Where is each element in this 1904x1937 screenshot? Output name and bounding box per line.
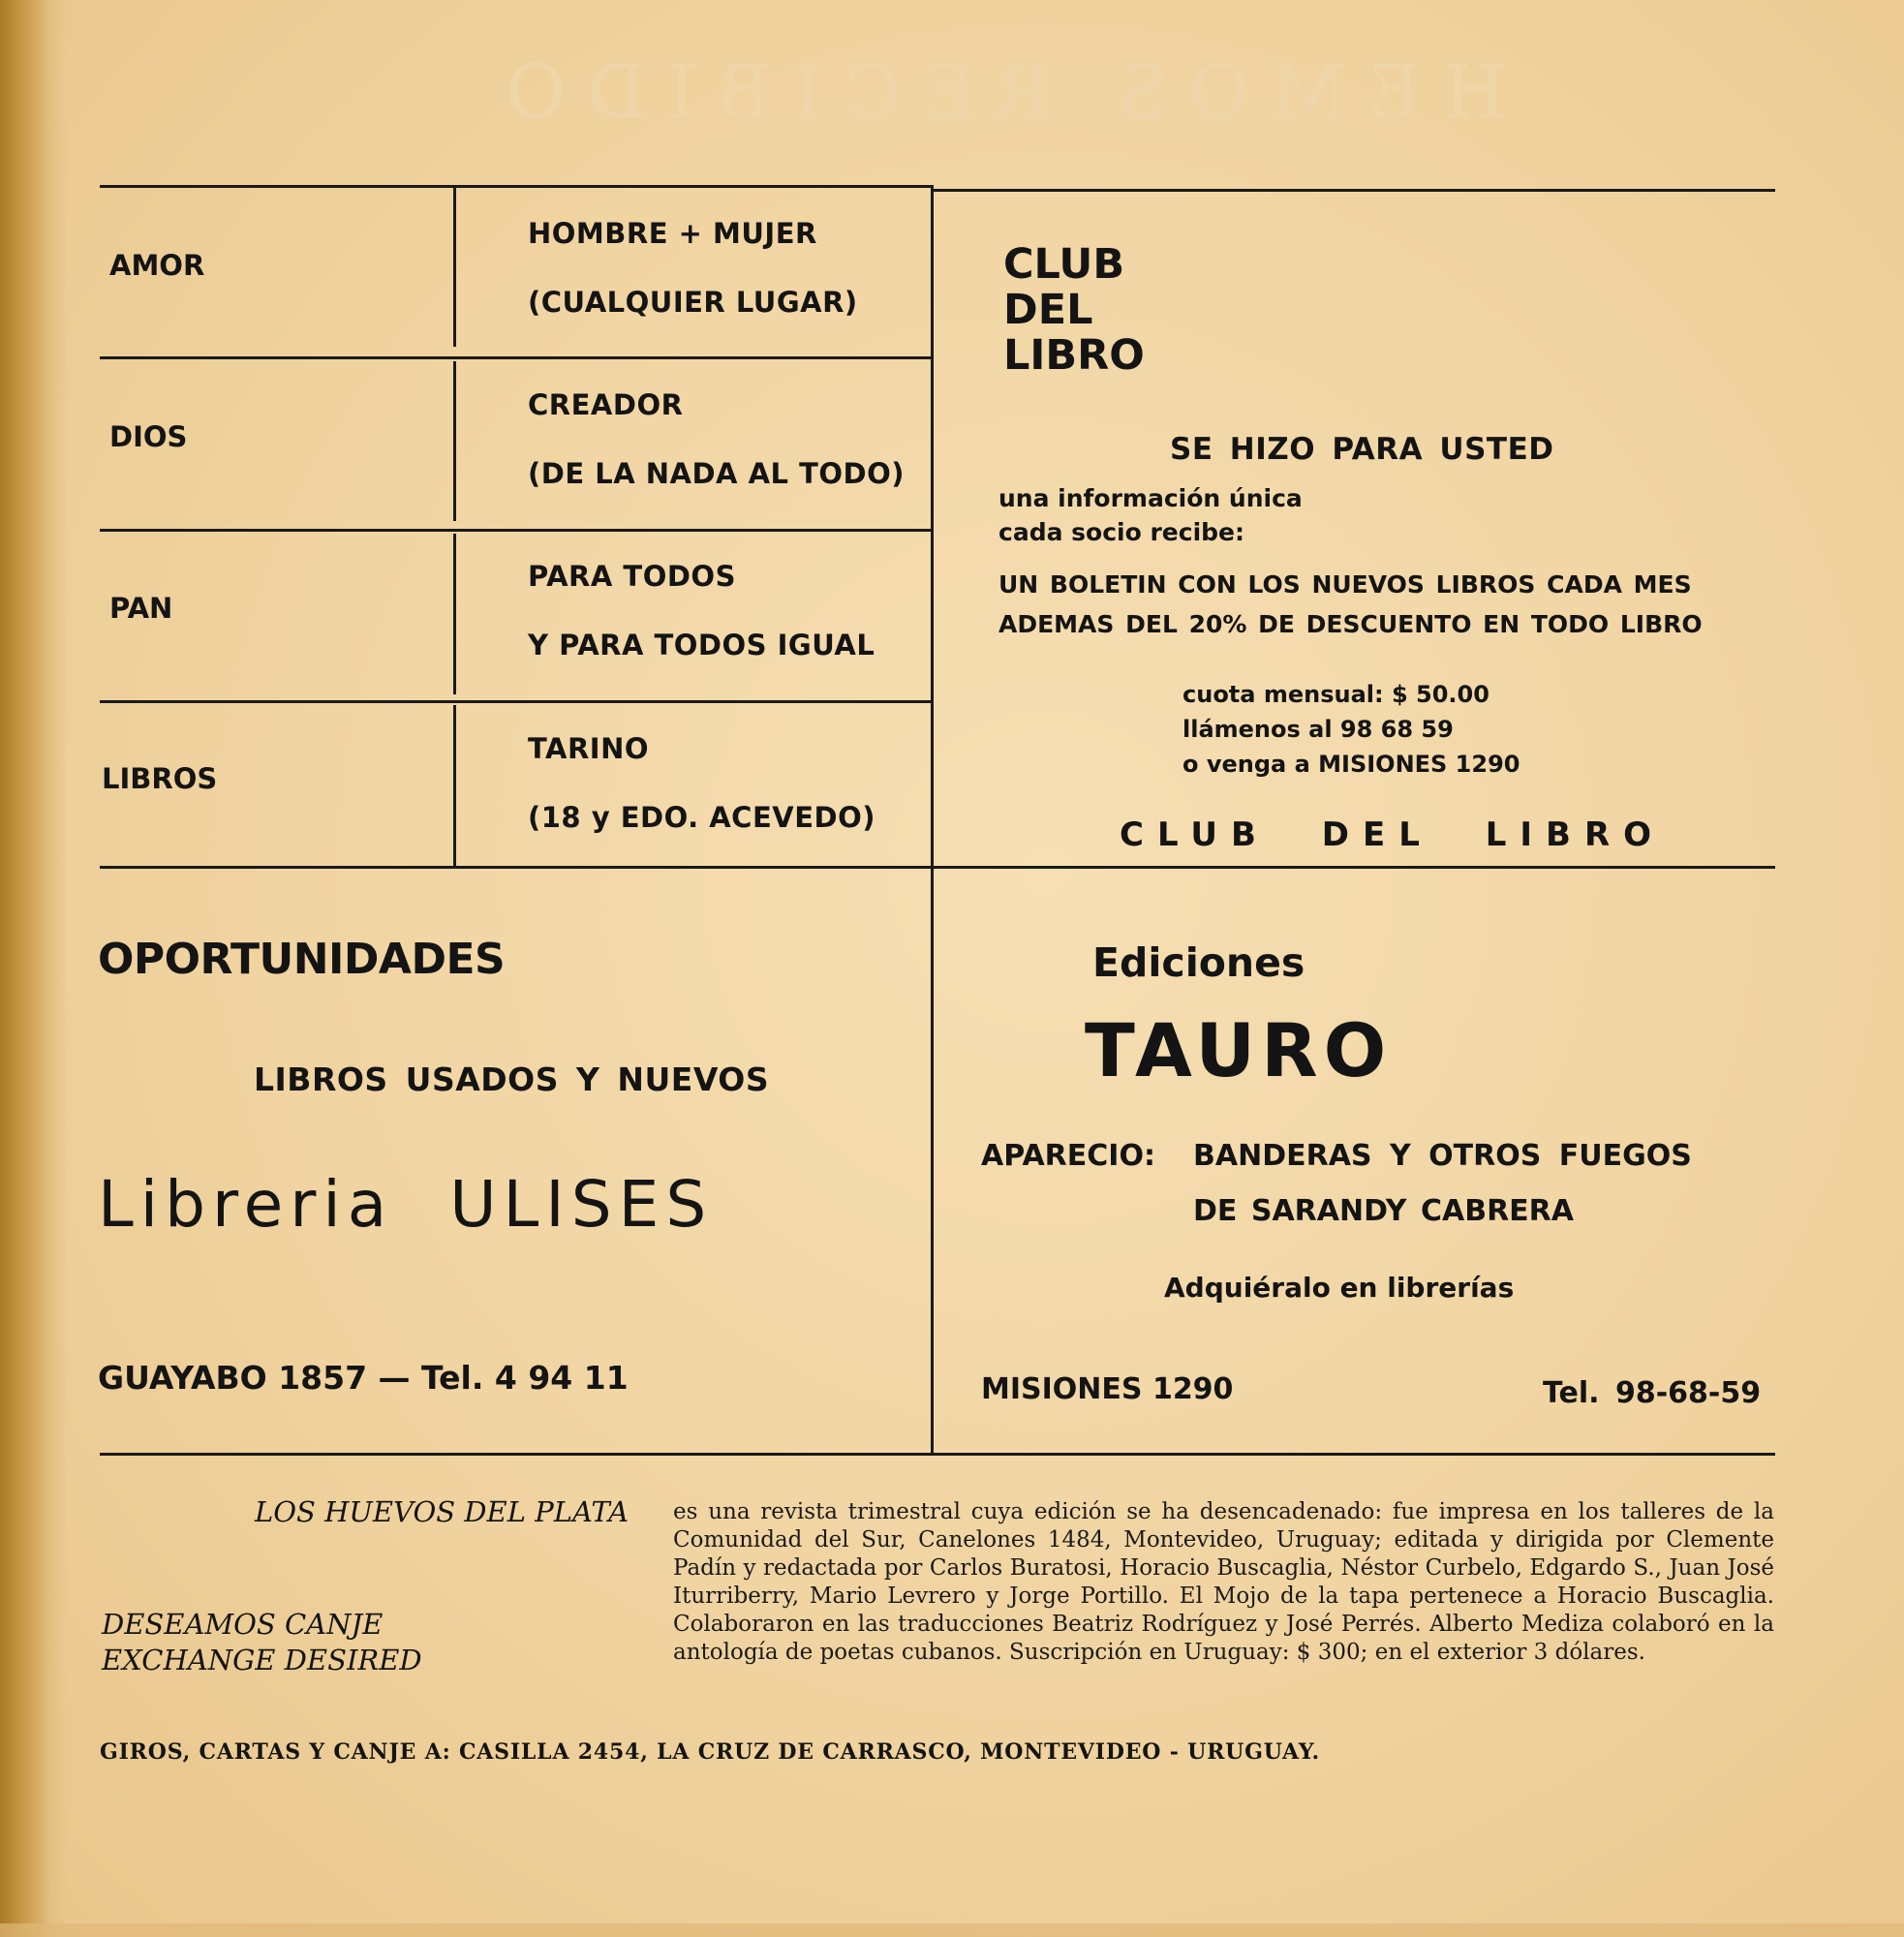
club-phone: llámenos al 98 68 59: [1182, 716, 1454, 743]
club-slogan: SE HIZO PARA USTED: [1170, 432, 1554, 467]
club-benefit-line-2: ADEMAS DEL 20% DE DESCUENTO EN TODO LIBRO: [998, 610, 1703, 638]
row-label: PAN: [109, 592, 173, 625]
club-info-line-1: una información única: [998, 484, 1303, 512]
rule-col-3: [453, 534, 456, 694]
rule-row-2: [100, 529, 933, 532]
tauro-title-line-1: BANDERAS Y OTROS FUEGOS: [1193, 1139, 1692, 1173]
row-line-2: (18 y EDO. ACEVEDO): [528, 801, 875, 834]
row-line-2: (CUALQUIER LUGAR): [528, 286, 858, 319]
tauro-ediciones: Ediciones: [1092, 939, 1305, 986]
ulises-name: Libreria ULISES: [98, 1167, 714, 1242]
mailing-address: GIROS, CARTAS Y CANJE A: CASILLA 2454, LA CRUZ DE CARRASCO, MONTEVIDEO - URUGUAY.: [100, 1739, 1320, 1765]
rule-row-1: [100, 356, 933, 359]
club-title: [1003, 242, 1145, 379]
tauro-address: MISIONES 1290: [981, 1372, 1234, 1406]
row-line-1: PARA TODOS: [528, 560, 736, 593]
row-line-1: HOMBRE + MUJER: [528, 217, 817, 250]
row-line-1: TARINO: [528, 732, 650, 765]
rule-middle: [100, 866, 1775, 869]
rule-col-1: [453, 188, 456, 347]
page-spine-shadow: [0, 0, 68, 1937]
club-title-line-1: CLUB: [1003, 240, 1125, 289]
tauro-phone: Tel. 98-68-59: [1543, 1376, 1762, 1410]
row-line-1: CREADOR: [528, 388, 684, 421]
rule-top-left: [100, 185, 933, 188]
club-fee: cuota mensual: $ 50.00: [1182, 681, 1489, 708]
ulises-address: GUAYABO 1857 — Tel. 4 94 11: [98, 1359, 629, 1397]
tauro-aparecio-label: APARECIO:: [981, 1139, 1155, 1173]
rule-col-2: [453, 361, 456, 521]
tauro-title-line-2: DE SARANDY CABRERA: [1193, 1194, 1574, 1228]
club-address: o venga a MISIONES 1290: [1182, 751, 1520, 778]
club-benefit-line-1: UN BOLETIN CON LOS NUEVOS LIBROS CADA MES: [998, 570, 1692, 599]
rule-col-4: [453, 705, 456, 868]
rule-row-3: [100, 700, 933, 703]
colophon-magazine-name: LOS HUEVOS DEL PLATA: [255, 1495, 630, 1528]
row-line-2: (DE LA NADA AL TODO): [528, 457, 906, 490]
ulises-heading: OPORTUNIDADES: [98, 935, 506, 984]
tauro-buy: Adquiéralo en librerías: [1164, 1272, 1515, 1304]
row-label: AMOR: [109, 249, 205, 282]
ulises-subheading: LIBROS USADOS Y NUEVOS: [254, 1061, 770, 1098]
rule-vertical-center: [931, 185, 934, 1456]
rule-top-right: [933, 189, 1775, 192]
colophon-body: es una revista trimestral cuya edición se ha desencadenado: fue impresa en los talleres de la Comunidad del Sur, Canelones 1484, Montevideo, Uruguay; editada y dirigida por Clemente Padín y redactada por Carlos Buratosi, Horacio Buscaglia, Néstor Curbelo, Edgardo S., Juan José Iturriberry, Mario Levrero y Jorge Portillo. El Mojo de la tapa pertenece a Horacio Buscaglia. Colaboraron en las traducciones Beatriz Rodríguez y José Perrés. Alberto Mediza colaboró en la antología de poetas cubanos. Suscripción en Uruguay: $ 300; en el exterior 3 dólares.: [673, 1499, 1774, 1665]
rule-bottom: [100, 1453, 1775, 1456]
club-title-line-2: DEL: [1003, 286, 1093, 334]
row-line-2: Y PARA TODOS IGUAL: [528, 629, 875, 661]
row-label: LIBROS: [102, 762, 218, 795]
show-through-header: HEMOS RECIBIDO: [484, 48, 1508, 135]
page-bottom-edge: [0, 1923, 1904, 1937]
club-footer: CLUB DEL LIBRO: [1120, 815, 1666, 854]
tauro-name: TAURO: [1085, 1007, 1393, 1093]
row-label: DIOS: [109, 420, 188, 453]
club-title-line-3: LIBRO: [1003, 331, 1145, 380]
exchange-english: EXCHANGE DESIRED: [102, 1644, 422, 1676]
club-info-line-2: cada socio recibe:: [998, 518, 1245, 546]
exchange-spanish: DESEAMOS CANJE: [102, 1608, 384, 1641]
